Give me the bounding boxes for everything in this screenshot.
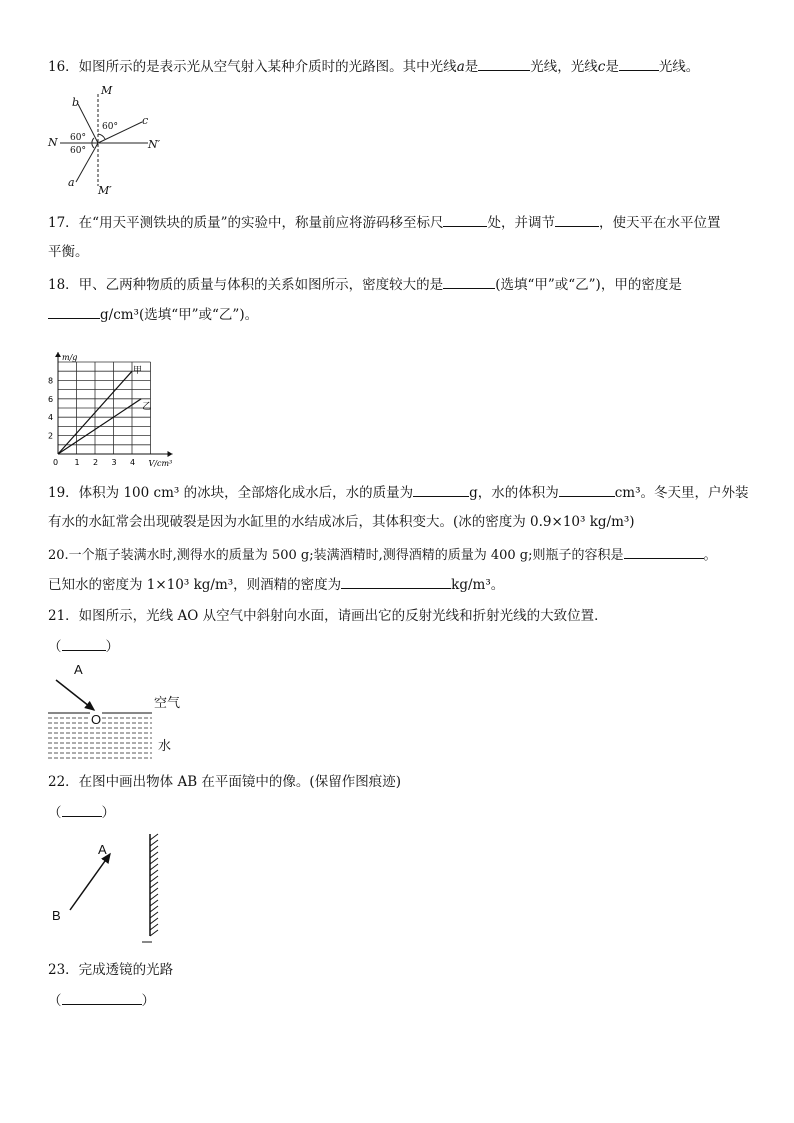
q16-text-mid3: 是 [605, 59, 619, 75]
q18-blank-1[interactable] [443, 274, 495, 289]
y-axis-label: m/g [62, 353, 78, 362]
label-M-prime: M′ [98, 184, 112, 197]
q23-answer-slot[interactable] [48, 990, 155, 1011]
question-19-line2: 有水的水缸常会出现破裂是因为水缸里的水结成冰后，其体积变大。(冰的密度为 0.9×10³ kg/m³) [48, 514, 635, 530]
series-label-1: 乙 [142, 401, 152, 412]
x-axis-arrow [168, 451, 173, 457]
question-18 [48, 274, 682, 295]
q18-text-line2: g/cm³(选填“甲”或“乙”)。 [100, 307, 259, 323]
label-b: b [72, 96, 80, 109]
x-tick-label: 0 [53, 458, 59, 467]
q19-text-post: cm³。冬天里，户外装 [614, 485, 749, 501]
q20-text-line2-post: kg/m³。 [451, 577, 505, 593]
label-air: 空气 [154, 695, 181, 710]
q20-text-post: 。 [703, 548, 717, 563]
q16-text-mid: 是 [464, 59, 479, 75]
question-22: 22．在图中画出物体 AB 在平面镜中的像。(保留作图痕迹) [48, 774, 401, 790]
x-tick-label: 4 [130, 458, 136, 467]
q23-paren-open: （ [48, 993, 62, 1009]
y-tick-label: 2 [48, 431, 54, 441]
question-19 [48, 482, 749, 503]
y-tick-label: 4 [48, 413, 54, 423]
label-N: N [48, 136, 58, 149]
q23-paren-close: ） [141, 993, 155, 1009]
label-water: 水 [158, 738, 172, 753]
label-point-B: B [52, 908, 61, 923]
q16-blank-1[interactable] [478, 56, 530, 71]
q16-text-mid2: 光线，光线 [530, 59, 598, 75]
chart-svg [44, 336, 194, 468]
q18-text-post: (选填“甲”或“乙”)，甲的密度是 [495, 277, 682, 293]
q16-text-post: 光线。 [658, 59, 700, 75]
q21-answer-slot[interactable] [48, 636, 119, 657]
question-18-line2 [48, 304, 258, 325]
q17-text-post: ，使天平在水平位置 [598, 215, 721, 231]
q20-text-pre: 20.一个瓶子装满水时,测得水的质量为 500 g;装满酒精时,测得酒精的质量为 400 g;则瓶子的容积是 [48, 548, 624, 563]
q17-text-mid: 处，并调节 [487, 215, 555, 231]
x-tick-label: 3 [111, 458, 117, 467]
y-tick-label: 8 [48, 376, 54, 386]
y-tick-label: 6 [48, 394, 54, 404]
x-axis-label: V/cm³ [148, 459, 173, 468]
question-21: 21．如图所示，光线 AO 从空气中斜射向水面，请画出它的反射光线和折射光线的大致位置． [48, 608, 608, 624]
y-axis-arrow [55, 352, 61, 357]
mirror-hatching [150, 834, 158, 936]
label-N-prime: N′ [148, 138, 161, 151]
q23-answer-blank[interactable] [62, 990, 142, 1005]
label-point-O: O [91, 712, 102, 727]
q21-paren-open: （ [48, 639, 62, 655]
q22-paren-open: （ [48, 805, 62, 821]
q19-blank-1[interactable] [413, 482, 469, 497]
label-angle-1: 60° [70, 133, 86, 143]
label-a: a [68, 176, 75, 189]
incident-ray-ao [56, 680, 94, 710]
q22-mirror-figure [48, 832, 178, 948]
label-point-A: A [74, 662, 83, 677]
q20-blank-2[interactable] [341, 574, 451, 589]
label-angle-3: 60° [102, 122, 118, 132]
q17-blank-2[interactable] [555, 212, 599, 227]
q16-var-c: c [597, 59, 606, 75]
q19-text-mid: g，水的体积为 [469, 485, 559, 501]
q16-light-path-figure [48, 84, 178, 196]
q18-blank-2[interactable] [48, 304, 100, 319]
q21-paren-close: ） [105, 639, 119, 655]
q16-text-pre: 16．如图所示的是表示光从空气射入某种介质时的光路图。其中光线 [48, 59, 457, 75]
label-angle-2: 60° [70, 146, 86, 156]
q19-blank-2[interactable] [559, 482, 615, 497]
q16-var-a: a [456, 59, 465, 75]
question-20 [48, 544, 717, 566]
q17-blank-1[interactable] [443, 212, 487, 227]
question-20-line2 [48, 574, 504, 595]
question-17 [48, 212, 720, 233]
q17-text-pre: 17．在“用天平测铁块的质量”的实验中，称量前应将游码移至标尺 [48, 215, 444, 231]
label-c: c [142, 114, 149, 127]
question-17-line2: 平衡。 [48, 244, 89, 260]
label-point-A: A [98, 842, 107, 857]
q20-text-line2-pre: 已知水的密度为 1×10³ kg/m³，则酒精的密度为 [48, 577, 342, 593]
label-M: M [101, 84, 113, 97]
q22-figure-svg [48, 832, 178, 948]
q16-blank-2[interactable] [619, 56, 659, 71]
q18-mass-volume-chart [44, 336, 194, 468]
x-tick-label: 1 [74, 458, 80, 467]
q21-figure-svg [48, 660, 198, 764]
q20-blank-1[interactable] [624, 544, 704, 559]
question-23: 23．完成透镜的光路 [48, 962, 174, 978]
x-tick-label: 2 [93, 458, 99, 467]
q22-answer-blank[interactable] [62, 802, 102, 817]
q19-text-pre: 19．体积为 100 cm³ 的冰块，全部熔化成水后，水的质量为 [48, 485, 414, 501]
series-label-0: 甲 [133, 366, 143, 377]
angle-arc-right [98, 134, 105, 139]
question-16 [48, 56, 699, 77]
object-arrow-ab [70, 854, 110, 910]
q18-text-pre: 18．甲、乙两种物质的质量与体积的关系如图所示，密度较大的是 [48, 277, 444, 293]
q22-answer-slot[interactable] [48, 802, 115, 823]
q21-answer-blank[interactable] [62, 636, 106, 651]
q21-air-water-figure [48, 660, 198, 764]
q22-paren-close: ） [101, 805, 115, 821]
